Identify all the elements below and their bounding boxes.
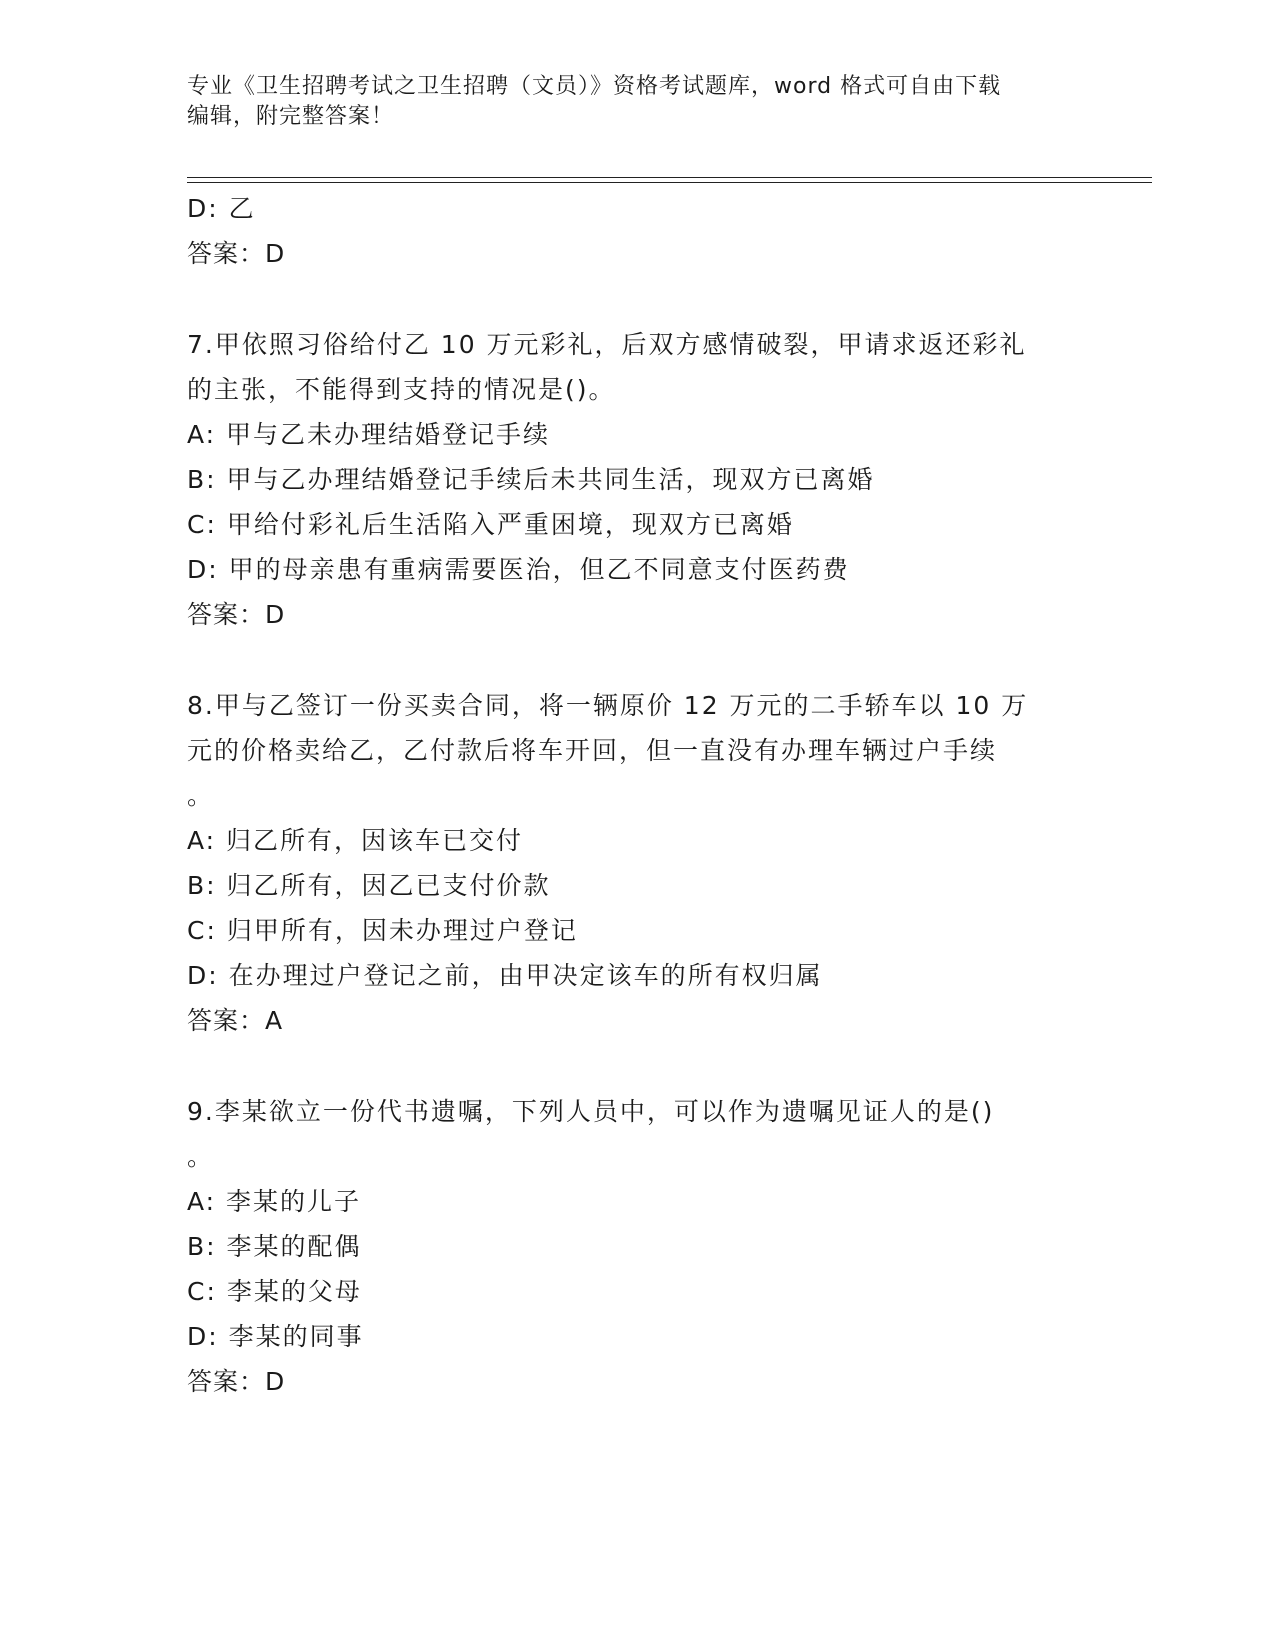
question-8 — [187, 683, 1087, 1043]
question-content — [187, 186, 1087, 1404]
question-7 — [187, 322, 1087, 637]
header-divider-bottom — [187, 182, 1152, 183]
question-stem-line: 的主张，不能得到支持的情况是()。 — [187, 375, 616, 404]
spacer — [187, 1043, 1087, 1089]
option-c: C: 李某的父母 — [187, 1277, 362, 1306]
question-stem-line: 9.李某欲立一份代书遗嘱，下列人员中，可以作为遗嘱见证人的是() — [187, 1097, 995, 1126]
spacer — [187, 276, 1087, 322]
option-d: D: 在办理过户登记之前，由甲决定该车的所有权归属 — [187, 961, 823, 990]
option-c: C: 甲给付彩礼后生活陷入严重困境，现双方已离婚 — [187, 510, 794, 539]
question-stem-line: 7.甲依照习俗给付乙 10 万元彩礼，后双方感情破裂，甲请求返还彩礼 — [187, 330, 1027, 359]
answer-line: 答案：D — [187, 600, 286, 629]
option-b: B: 甲与乙办理结婚登记手续后未共同生活，现双方已离婚 — [187, 465, 875, 494]
header-line-2: 编辑，附完整答案！ — [187, 104, 395, 129]
document-header — [187, 72, 1087, 132]
header-divider-top — [187, 177, 1152, 178]
answer-line: 答案：D — [187, 1367, 286, 1396]
question-9 — [187, 1089, 1087, 1404]
question-stem-line: 。 — [187, 1142, 215, 1171]
option-a: A: 李某的儿子 — [187, 1187, 362, 1216]
option-a: A: 甲与乙未办理结婚登记手续 — [187, 420, 551, 449]
question-stem-line: 8.甲与乙签订一份买卖合同，将一辆原价 12 万元的二手轿车以 10 万 — [187, 691, 1029, 720]
answer-line: 答案：D — [187, 239, 286, 268]
option-d: D: 乙 — [187, 194, 256, 223]
question-stem-line: 。 — [187, 781, 215, 810]
spacer — [187, 637, 1087, 683]
option-b: B: 李某的配偶 — [187, 1232, 362, 1261]
option-d: D: 甲的母亲患有重病需要医治，但乙不同意支付医药费 — [187, 555, 850, 584]
option-b: B: 归乙所有，因乙已支付价款 — [187, 871, 551, 900]
option-c: C: 归甲所有，因未办理过户登记 — [187, 916, 578, 945]
option-d: D: 李某的同事 — [187, 1322, 364, 1351]
answer-line: 答案：A — [187, 1006, 284, 1035]
header-line-1: 专业《卫生招聘考试之卫生招聘（文员）》资格考试题库，word 格式可自由下载 — [187, 74, 1002, 99]
previous-question-tail — [187, 186, 1087, 276]
option-a: A: 归乙所有，因该车已交付 — [187, 826, 524, 855]
question-stem-line: 元的价格卖给乙，乙付款后将车开回，但一直没有办理车辆过户手续 — [187, 736, 998, 765]
